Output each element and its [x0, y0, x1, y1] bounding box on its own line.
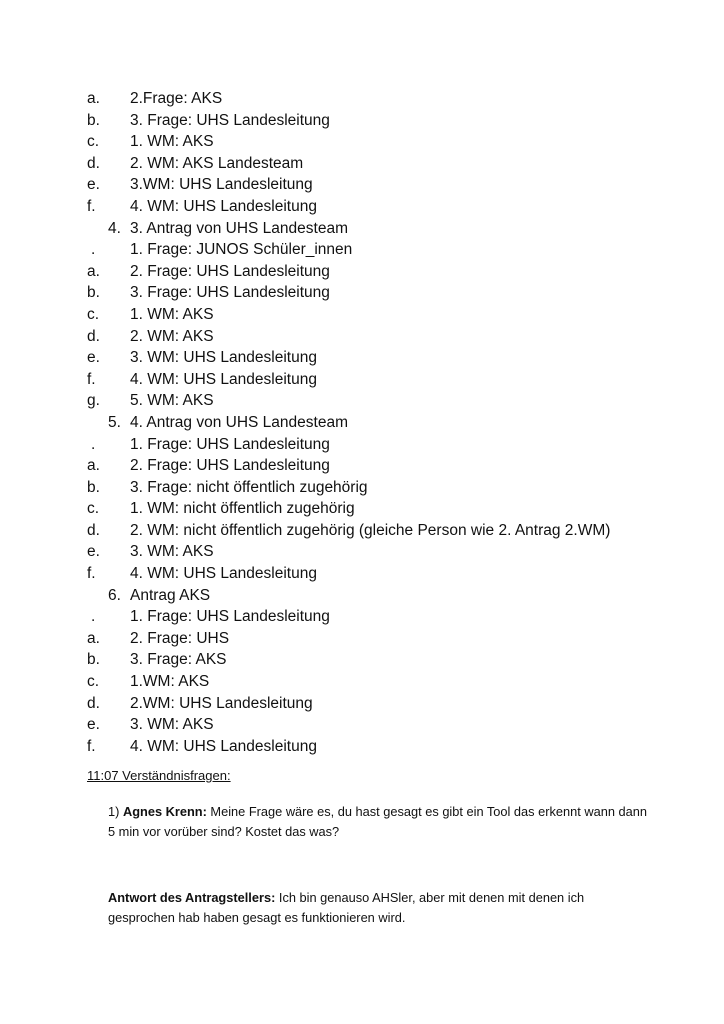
list-text: 2. Frage: UHS Landesleitung	[130, 457, 330, 475]
list-item	[0, 693, 724, 715]
list-item	[0, 390, 724, 412]
list-text: 1. WM: AKS	[130, 305, 214, 323]
question-speaker: Agnes Krenn:	[122, 804, 207, 819]
list-marker: c.	[87, 305, 100, 323]
list-text: 4. WM: UHS Landesleitung	[130, 737, 317, 755]
list-marker: 5.	[108, 413, 121, 431]
list-text: 3. WM: AKS	[130, 543, 214, 561]
list-heading-item	[0, 585, 724, 607]
answer-paragraph	[108, 888, 648, 928]
list-text: 4. WM: UHS Landesleitung	[130, 197, 317, 215]
list-text: 2. WM: AKS Landesteam	[130, 154, 304, 172]
list-item	[0, 434, 724, 456]
list-marker: f.	[87, 197, 96, 215]
answer-text: Ich bin genauso AHSler, aber mit denen mit denen ich gesprochen hab haben gesagt es funktionieren wird.	[108, 890, 585, 925]
list-item	[0, 455, 724, 477]
question-number: 1)	[108, 804, 120, 819]
list-text: 4. WM: UHS Landesleitung	[130, 565, 317, 583]
list-text: 3. WM: UHS Landesleitung	[130, 349, 317, 367]
list-text: 3. Frage: AKS	[130, 651, 227, 669]
list-item	[0, 649, 724, 671]
list-marker: b.	[87, 111, 100, 129]
section-heading: 11:07 Verständnisfragen:	[87, 768, 231, 783]
voting-list	[0, 88, 724, 757]
list-item	[0, 541, 724, 563]
list-item	[0, 498, 724, 520]
list-text: 3. Frage: UHS Landesleitung	[130, 284, 330, 302]
list-item	[0, 736, 724, 758]
list-item	[0, 326, 724, 348]
list-item	[0, 304, 724, 326]
list-text: 2. Frage: UHS Landesleitung	[130, 262, 330, 280]
list-marker: .	[91, 435, 96, 453]
list-text: 3.WM: UHS Landesleitung	[130, 176, 313, 194]
list-marker: a.	[87, 457, 100, 475]
list-marker: e.	[87, 176, 100, 194]
list-marker: e.	[87, 543, 100, 561]
list-marker: c.	[87, 133, 100, 151]
list-item	[0, 153, 724, 175]
list-item	[0, 671, 724, 693]
list-marker: c.	[87, 673, 100, 691]
list-heading-item	[0, 412, 724, 434]
question-text: Meine Frage wäre es, du hast gesagt es gibt ein Tool das erkennt wann dann 5 min vor vorüber sind? Kostet das was?	[108, 804, 647, 839]
list-marker: e.	[87, 716, 100, 734]
list-marker: f.	[87, 370, 96, 388]
list-marker: c.	[87, 500, 100, 518]
list-marker: a.	[87, 90, 100, 107]
list-text: 2. Frage: UHS	[130, 629, 230, 647]
list-marker: e.	[87, 349, 100, 367]
list-text: 3. Frage: nicht öffentlich zugehörig	[130, 478, 368, 496]
list-item	[0, 477, 724, 499]
list-text: 4. WM: UHS Landesleitung	[130, 370, 317, 388]
list-marker: d.	[87, 694, 100, 712]
list-text: 2.Frage: AKS	[130, 90, 223, 107]
list-heading-item	[0, 218, 724, 240]
list-text: 1. WM: AKS	[130, 133, 214, 151]
list-text: 1.WM: AKS	[130, 673, 210, 691]
list-text: 5. WM: AKS	[130, 392, 214, 410]
list-marker: f.	[87, 737, 96, 755]
list-marker: .	[91, 608, 96, 626]
list-item	[0, 261, 724, 283]
list-marker: d.	[87, 327, 100, 345]
list-item	[0, 196, 724, 218]
list-item	[0, 110, 724, 132]
list-text: 3. WM: AKS	[130, 716, 214, 734]
list-text: Antrag AKS	[130, 586, 211, 604]
list-text: 4. Antrag von UHS Landesteam	[130, 413, 348, 431]
list-marker: a.	[87, 262, 100, 280]
list-item	[0, 347, 724, 369]
list-item	[0, 88, 724, 110]
list-item	[0, 369, 724, 391]
list-text: 2.WM: UHS Landesleitung	[130, 694, 313, 712]
list-marker: .	[91, 241, 96, 259]
list-item	[0, 606, 724, 628]
list-text: 2. WM: AKS	[130, 327, 214, 345]
list-text: 3. Antrag von UHS Landesteam	[130, 219, 348, 237]
list-item	[0, 563, 724, 585]
list-text: 3. Frage: UHS Landesleitung	[130, 111, 330, 129]
list-item	[0, 131, 724, 153]
answer-speaker: Antwort des Antragstellers:	[108, 890, 276, 905]
question-paragraph	[108, 802, 648, 842]
list-marker: g.	[87, 392, 100, 410]
list-text: 1. WM: nicht öffentlich zugehörig	[130, 500, 355, 518]
list-text: 1. Frage: UHS Landesleitung	[130, 608, 330, 626]
list-marker: b.	[87, 478, 100, 496]
list-marker: a.	[87, 629, 100, 647]
list-item	[0, 520, 724, 542]
list-text: 2. WM: nicht öffentlich zugehörig (gleiche Person wie 2. Antrag 2.WM)	[130, 521, 611, 539]
list-marker: f.	[87, 565, 96, 583]
list-text: 1. Frage: JUNOS Schüler_innen	[130, 241, 353, 259]
list-marker: d.	[87, 521, 100, 539]
list-item	[0, 282, 724, 304]
list-marker: 4.	[108, 219, 121, 237]
list-marker: b.	[87, 284, 100, 302]
list-item	[0, 628, 724, 650]
list-item	[0, 239, 724, 261]
list-item	[0, 174, 724, 196]
list-marker: d.	[87, 154, 100, 172]
list-marker: 6.	[108, 586, 121, 604]
list-text: 1. Frage: UHS Landesleitung	[130, 435, 330, 453]
list-marker: b.	[87, 651, 100, 669]
list-item	[0, 714, 724, 736]
